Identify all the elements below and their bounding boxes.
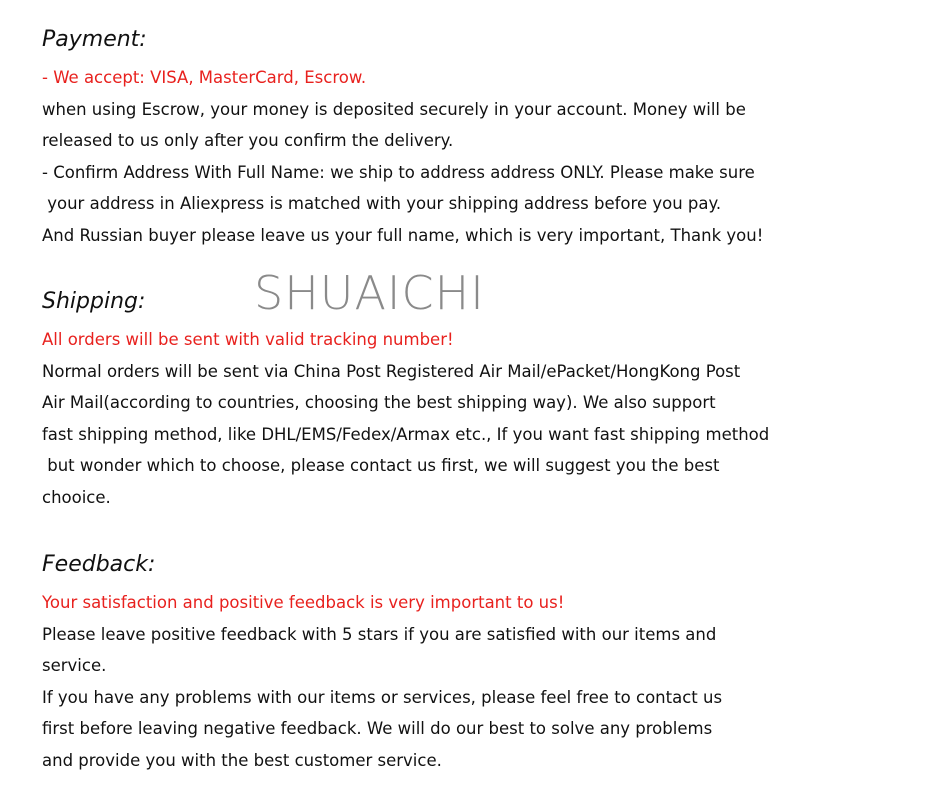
shipping-section (42, 288, 922, 513)
feedback-line: first before leaving negative feedback. We will do our best to solve any problems (42, 719, 713, 738)
payment-section (42, 26, 922, 251)
payment-line: when using Escrow, your money is deposited securely in your account. Money will be (42, 99, 746, 119)
payment-line-accept: - We accept: VISA, MasterCard, Escrow. (42, 68, 367, 87)
payment-line: - Confirm Address With Full Name: we ship to address address ONLY. Please make sure (42, 162, 755, 182)
payment-line: And Russian buyer please leave us your full name, which is very important, Thank you! (42, 225, 764, 245)
shipping-line: but wonder which to choose, please contact us first, we will suggest you the best (42, 456, 720, 475)
feedback-line: and provide you with the best customer service. (42, 750, 442, 770)
shipping-line: Air Mail(according to countries, choosing the best shipping way). We also support (42, 393, 716, 412)
shipping-line: chooice. (42, 487, 111, 507)
shipping-text (42, 324, 922, 513)
feedback-line-satisfaction: Your satisfaction and positive feedback is very important to us! (42, 593, 565, 612)
brand-watermark: SHUAICHI (254, 266, 485, 320)
feedback-section (42, 551, 922, 776)
feedback-line: If you have any problems with our items or services, please feel free to contact us (42, 687, 723, 707)
feedback-line: service. (42, 656, 107, 675)
payment-line: your address in Aliexpress is matched with your shipping address before you pay. (42, 194, 722, 213)
shipping-line-tracking: All orders will be sent with valid tracking number! (42, 330, 454, 349)
feedback-text (42, 587, 922, 776)
payment-line: released to us only after you confirm the delivery. (42, 131, 454, 150)
shipping-line: Normal orders will be sent via China Post Registered Air Mail/ePacket/HongKong Post (42, 361, 741, 381)
feedback-heading: Feedback: (42, 552, 156, 577)
payment-text (42, 62, 922, 251)
payment-heading: Payment: (42, 27, 147, 52)
feedback-line: Please leave positive feedback with 5 stars if you are satisfied with our items and (42, 624, 717, 644)
shipping-heading: Shipping: (42, 289, 146, 314)
shipping-line: fast shipping method, like DHL/EMS/Fedex/Armax etc., If you want fast shipping method (42, 424, 770, 444)
